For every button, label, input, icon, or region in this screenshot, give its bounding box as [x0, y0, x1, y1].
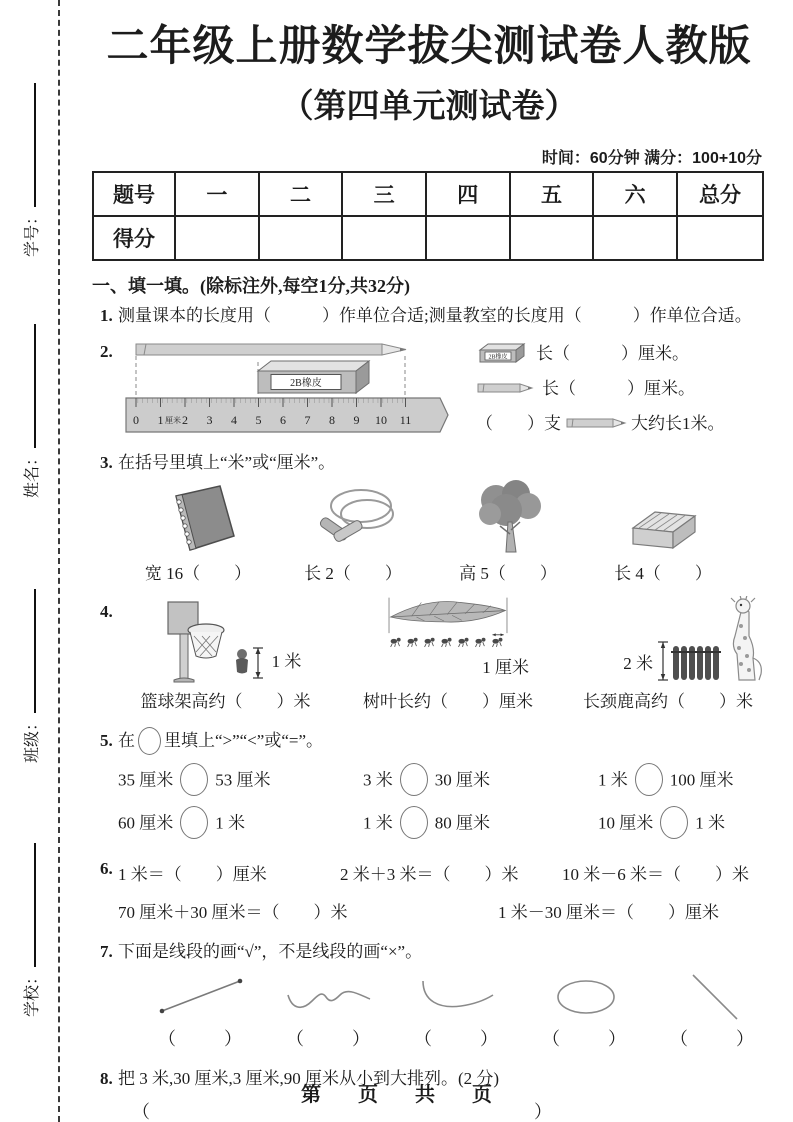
q2-blank-line-1: 2B橡皮 长（ ）厘米。	[476, 336, 766, 371]
svg-text:5: 5	[255, 412, 262, 427]
q3-caption-tree: 高 5（ ）	[459, 564, 557, 584]
score-cell-empty	[175, 216, 259, 260]
student-id-label: 学号：	[23, 209, 41, 258]
header-cell: 二	[259, 172, 343, 216]
ruler-pencil-eraser-illustration	[118, 336, 458, 440]
question-4	[92, 596, 766, 717]
svg-text:0: 0	[133, 412, 139, 427]
q3-caption-rope: 长 2（ ）	[304, 564, 402, 584]
question-2	[92, 336, 766, 441]
q7-answer-slot: （ ）	[286, 1029, 374, 1050]
q2-blank-line-2: 长（ ）厘米。	[476, 371, 766, 406]
school-blank	[24, 843, 36, 967]
q3-caption-eraser: 长 4（ ）	[614, 564, 712, 584]
header-cell: 总分	[677, 172, 763, 216]
question-8-text: 把 3 米,30 厘米,3 厘米,90 厘米从小到大排列。(2 分)	[118, 1068, 500, 1088]
question-5-number: 5.	[100, 731, 113, 751]
svg-text:9: 9	[353, 412, 360, 427]
ellipse-shape	[546, 973, 626, 1021]
dashed-cut-line	[58, 0, 60, 1122]
line-segment-shape	[152, 973, 252, 1021]
wavy-line-shape	[282, 973, 378, 1021]
q6-row-2: 70 厘米＋30 厘米＝（ ）米 1 米－30 厘米＝（ ）厘米	[118, 902, 719, 922]
question-7-number: 7.	[100, 942, 113, 962]
q4-label-radiator-height: 2 米	[623, 654, 653, 674]
curve-shape	[415, 973, 501, 1021]
score-table-score-row	[93, 216, 763, 260]
student-id-field	[19, 70, 41, 270]
score-cell-empty	[593, 216, 677, 260]
question-8-number: 8.	[100, 1068, 113, 1088]
svg-text:2B橡皮: 2B橡皮	[488, 354, 508, 361]
q8-answer-line: （ ）	[132, 1102, 552, 1122]
pencil-icon	[476, 380, 534, 396]
svg-text:6: 6	[280, 412, 286, 427]
q4-caption-leaf: 树叶长约（ ）厘米	[363, 691, 533, 711]
radiator-drawing	[671, 646, 721, 680]
class-field	[19, 576, 41, 776]
page-footer: 第 页 共 页	[301, 1084, 508, 1106]
class-label: 班级：	[23, 715, 41, 764]
question-7	[92, 936, 766, 1057]
question-1	[92, 300, 766, 331]
student-id-blank	[24, 83, 36, 207]
giraffe-with-radiator-icon	[655, 596, 773, 684]
q4-caption-hoop: 篮球架高约（ ）米	[140, 691, 311, 711]
svg-text:2: 2	[182, 412, 188, 427]
header-cell: 一	[175, 172, 259, 216]
paper-content	[92, 0, 766, 1122]
score-cell-empty	[259, 216, 343, 260]
compare-circle	[660, 806, 688, 839]
section-one-title: 一、填一填。	[92, 276, 200, 297]
header-cell: 题号	[93, 172, 175, 216]
score-cell-empty	[342, 216, 426, 260]
page-title: 二年级上册数学拔尖测试卷人教版	[106, 22, 752, 69]
jump-rope-icon	[303, 484, 403, 556]
q7-answer-slot: （ ）	[158, 1029, 246, 1050]
svg-text:8: 8	[329, 412, 335, 427]
leaf-with-ants-icon	[363, 596, 533, 653]
q7-answer-slot: （ ）	[414, 1029, 502, 1050]
header-cell: 五	[510, 172, 594, 216]
q7-answer-slot: （ ）	[542, 1029, 630, 1050]
student-name-field	[19, 311, 41, 511]
notebook-icon	[154, 480, 242, 556]
svg-text:1: 1	[157, 412, 164, 427]
q3-caption-notebook: 宽 16（ ）	[144, 564, 252, 584]
svg-text:11: 11	[399, 412, 412, 427]
section-one-heading	[92, 272, 766, 298]
q6-row-1: 1 米＝（ ）厘米 2 米＋3 米＝（ ）米 10 米－6 米＝（ ）米	[118, 865, 749, 885]
score-table	[92, 171, 764, 261]
score-row-label: 得分	[93, 216, 175, 260]
student-name-label: 姓名：	[23, 450, 41, 499]
header-cell: 三	[342, 172, 426, 216]
ants-row	[391, 637, 503, 646]
question-7-prompt: 下面是线段的画“√”，不是线段的画“×”。	[118, 942, 423, 962]
score-table-header-row	[93, 172, 763, 216]
question-2-number: 2.	[100, 341, 113, 361]
compare-circle	[400, 806, 428, 839]
time-score-info: 时间：60分钟 满分：100+10分	[541, 150, 762, 168]
q7-answer-slot: （ ）	[670, 1029, 758, 1050]
compare-circle	[400, 763, 428, 796]
question-5-prompt: 在 里填上“>”“<”或“=”。	[118, 725, 766, 757]
slanted-line-shape	[679, 971, 749, 1023]
score-cell-empty	[677, 216, 763, 260]
chalk-eraser-icon	[625, 506, 701, 556]
compare-circle	[180, 806, 208, 839]
svg-text:厘米: 厘米	[165, 415, 181, 425]
question-6	[92, 853, 766, 928]
class-blank	[24, 589, 36, 713]
q4-label-ant-length: 1 厘米	[482, 658, 529, 678]
q4-caption-giraffe: 长颈鹿高约（ ）米	[583, 691, 753, 711]
svg-text:10: 10	[375, 412, 387, 427]
svg-text:4: 4	[231, 412, 237, 427]
question-3-number: 3.	[100, 452, 113, 472]
eraser-icon	[476, 342, 528, 364]
question-1-text: 测量课本的长度用（ ）作单位合适;测量教室的长度用（ ）作单位合适。	[118, 306, 752, 326]
school-field	[19, 830, 41, 1030]
score-cell-empty	[426, 216, 510, 260]
page-subtitle: （第四单元测试卷）	[280, 87, 578, 125]
question-3-prompt: 在括号里填上“米”或“厘米”。	[118, 452, 336, 472]
question-3	[92, 447, 766, 590]
q4-label-boy-height: 1 米	[271, 652, 302, 672]
score-cell-empty	[510, 216, 594, 260]
q2-blank-line-3: （ ）支 大约长1米。	[476, 413, 725, 433]
question-6-number: 6.	[100, 859, 113, 879]
basketball-hoop-icon	[150, 598, 270, 684]
compare-circle	[180, 763, 208, 796]
student-name-blank	[24, 324, 36, 448]
compare-circle	[635, 763, 663, 796]
q5-compare-row-1: 35 厘米 53 厘米 3 米 30 厘米 1 米 100 厘米	[118, 763, 766, 800]
pencil-drawing	[136, 344, 406, 355]
question-5	[92, 725, 766, 843]
ruler-drawing	[126, 398, 448, 432]
eraser-drawing	[258, 361, 369, 393]
school-label: 学校：	[23, 969, 41, 1018]
svg-text:7: 7	[304, 412, 311, 427]
circle-placeholder-icon	[138, 727, 161, 755]
section-one-note: (除标注外,每空1分,共32分)	[200, 276, 410, 297]
q5-compare-row-2: 60 厘米 1 米 1 米 80 厘米 10 厘米 1 米	[118, 806, 766, 843]
question-4-number: 4.	[100, 601, 113, 621]
header-cell: 四	[426, 172, 510, 216]
svg-text:3: 3	[206, 412, 213, 427]
header-cell: 六	[593, 172, 677, 216]
pencil-icon	[565, 415, 627, 431]
svg-text:2B橡皮: 2B橡皮	[290, 377, 322, 389]
question-1-number: 1.	[100, 306, 113, 326]
tree-icon	[466, 478, 550, 556]
